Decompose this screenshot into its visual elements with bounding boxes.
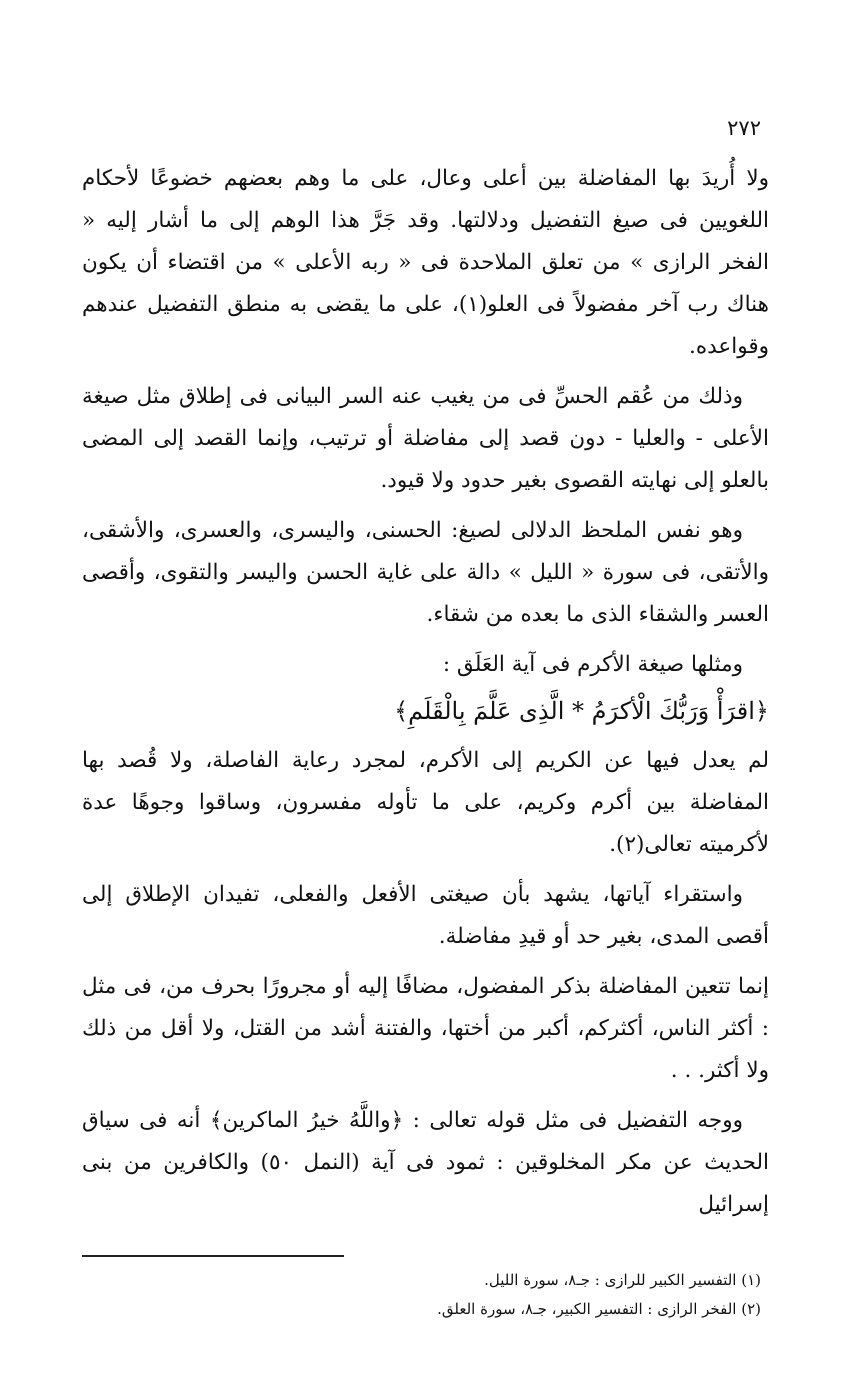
paragraph-6: واستقراء آياتها، يشهد بأن صيغتى الأفعل والفعلى، تفيدان الإطلاق إلى أقصى المدى، بغير حد أو قيدِ مفاضلة. (82, 882, 769, 949)
footnote-1: (١) التفسير الكبير للرازى : جـ٨، سورة الليل. (484, 1271, 761, 1289)
footnotes (100, 1266, 761, 1324)
footnote-2: (٢) الفخر الرازى : التفسير الكبير، جـ٨، سورة العلق. (437, 1300, 761, 1318)
body-text (82, 158, 769, 1226)
paragraph-7: إنما تتعين المفاضلة بذكر المفضول، مضافًا إليه أو مجرورًا بحرف من، فى مثل : أكثر الناس، أكثركم، أكبر من أختها، والفتنة أشد من القتل، ولا أقل من ذلك ولا أكثر. . . (82, 974, 769, 1083)
paragraph-2: وذلك من عُقم الحسِّ فى من يغيب عنه السر البيانى فى إطلاق مثل صيغة الأعلى - والعليا - دون قصد إلى مفاضلة أو ترتيب، وإنما القصد إلى المضى بالعلو إلى نهايته القصوى بغير حدود ولا قيود. (82, 384, 769, 493)
footnote-divider (82, 1255, 344, 1257)
page-number: ٢٧٢ (727, 116, 761, 140)
paragraph-1: ولا أُريدَ بها المفاضلة بين أعلى وعال، على ما وهم بعضهم خضوعًا لأحكام اللغويين فى صيغ التفضيل ودلالتها. وقد جَرَّ هذا الوهم إلى ما أشار إليه « الفخر الرازى » من تعلق الملاحدة فى « ربه الأعلى » من اقتضاء أن يكون هناك رب آخر مفضولاً فى العلو(١)، على ما يقضى به منطق التفضيل عندهم وقواعده. (82, 166, 769, 359)
paragraph-8: ووجه التفضيل فى مثل قوله تعالى : ﴿واللَّهُ خيرُ الماكرين﴾ أنه فى سياق الحديث عن مكر المخلوقين : ثمود فى آية (النمل ٥٠) والكافرين من بنى إسرائيل (82, 1108, 769, 1217)
paragraph-3: وهو نفس الملحظ الدلالى لصيغ: الحسنى، واليسرى، والعسرى، والأشقى، والأتقى، فى سورة « الليل » دالة على غاية الحسن واليسر والتقوى، وأقصى العسر والشقاء الذى ما بعده من شقاء. (82, 518, 769, 627)
paragraph-4: ومثلها صيغة الأكرم فى آية العَلَق : (442, 652, 743, 677)
paragraph-5: لم يعدل فيها عن الكريم إلى الأكرم، لمجرد رعاية الفاصلة، ولا قُصد بها المفاضلة بين أكرم وكريم، على ما تأوله مفسرون، وساقوا وجوهًا عدة لأكرميته تعالى(٢). (82, 748, 769, 857)
quran-verse: ﴿اقرَأْ وَرَبُّكَ الْأكرَمُ * الَّذِى عَلَّمَ بِالْقَلَمِ﴾ (394, 697, 769, 725)
